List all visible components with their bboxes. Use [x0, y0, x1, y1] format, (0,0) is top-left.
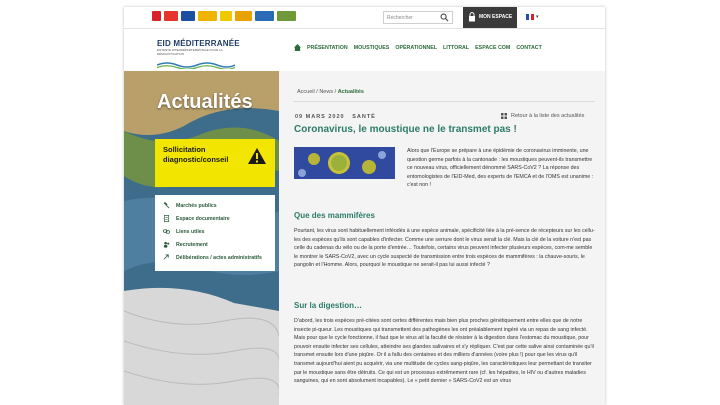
- sidebar-item-marches-publics[interactable]: [155, 199, 275, 212]
- sidebar-item-label: Espace documentaire: [176, 215, 230, 222]
- sidebar-item-espace-documentaire[interactable]: [155, 212, 275, 225]
- brand-subtitle: ENTENTE INTERDÉPARTEMENTALE POUR LA DÉMOUSTICATION: [157, 48, 223, 56]
- aude-logo[interactable]: [198, 11, 217, 21]
- nav-item-operationnel[interactable]: OPÉRATIONNEL: [395, 44, 438, 51]
- main-nav: [294, 44, 542, 51]
- hero-title: Actualités: [157, 91, 253, 113]
- grid-icon: [501, 113, 507, 119]
- divider: [293, 101, 595, 102]
- nav-item-presentation[interactable]: PRÉSENTATION: [307, 44, 348, 51]
- home-icon[interactable]: [294, 44, 301, 51]
- sidebar-item-liens-utiles[interactable]: [155, 225, 275, 238]
- coronavirus-image: [294, 147, 395, 179]
- bdr-logo[interactable]: [255, 11, 274, 21]
- search-input[interactable]: Rechercher: [383, 11, 453, 24]
- section-heading: Sur la digestion…: [294, 301, 363, 310]
- search-icon[interactable]: [440, 13, 449, 22]
- waves-logo-icon: [157, 61, 235, 69]
- nav-item-moustiques[interactable]: MOUSTIQUES: [353, 44, 390, 51]
- breadcrumb-news[interactable]: News: [319, 89, 334, 95]
- website: [124, 7, 605, 405]
- chevron-down-icon: ▾: [536, 14, 539, 20]
- sidebar-item-label: Marchés publics: [176, 202, 217, 209]
- diagnostic-request-label: Sollicitation diagnostic/conseil: [163, 145, 229, 164]
- document-icon: [163, 215, 170, 222]
- breadcrumb-separator: /: [334, 89, 337, 95]
- article-category: SANTÉ: [352, 114, 376, 120]
- people-icon: [163, 241, 170, 248]
- brand-name: EID MÉDITERRANÉE: [157, 39, 240, 48]
- back-to-list-link[interactable]: [501, 113, 584, 119]
- sidebar-item-label: Liens utiles: [176, 228, 205, 235]
- occitanie-region-logo[interactable]: [164, 11, 178, 21]
- article-title: Coronavirus, le moustique ne le transmet pas !: [294, 124, 517, 135]
- back-to-list-label: Retour à la liste des actualités: [511, 113, 585, 119]
- french-flag-icon: [526, 14, 534, 20]
- article-intro: Alors que l'Europe se prépare à une épidémie de coronavirus imminente, une question germe parfois à la cantonade : les moustiques peuvent-ils transmettre ce nouveau virus, officiellement dénommé SARS-CoV2 ? La réponse des entomologistes de l'EID-Med, des experts de l'EMCA et de l'OMS est unanime : c'est non !: [407, 148, 594, 188]
- site-header: [124, 29, 605, 71]
- gavel-icon: [163, 202, 170, 209]
- herault-logo[interactable]: [181, 11, 195, 21]
- sidebar-item-deliberations[interactable]: [155, 251, 275, 264]
- article-paragraph: Pourtant, les virus sont habituellement inféodés à une espèce animale, spécificité liée à la pré-sence de récepteurs sur les cellu-les des espèces qu'ils sont capables d'infecter. Comme une serrure dont le virus serait la clé. Mais la clé de la voiture n'est pas celle du cadenas du vélo ou de la porte d'entrée… Toutefois, certains virus peuvent infecter plusieurs espèces, com-me semble le montrer le SARS-CoV2, avec un cycle suspecté de transmission entre trois espèces de mammifères : la chauve-souris, le pangolin et l'Homme. Alors, pourquoi le moustique ne serait-il pas lui aussi infecté ?: [294, 228, 595, 269]
- section-heading: Que des mammifères: [294, 211, 375, 220]
- warning-icon: [247, 147, 267, 165]
- my-space-button[interactable]: [463, 7, 517, 28]
- occitanie-logo[interactable]: [152, 11, 161, 21]
- breadcrumb-current: Actualités: [337, 89, 364, 95]
- sidebar-item-recrutement[interactable]: [155, 238, 275, 251]
- page-body: [124, 71, 605, 405]
- top-bar: [124, 7, 605, 29]
- article-date: 09 MARS 2020: [295, 114, 345, 120]
- article-paragraph: D'abord, les trois espèces pré-citées sont certes différentes mais bien plus proches génétiquement entre elles que de notre insecte pi-queur. Les moustiques qui transmettent des pathogènes les ont préalablement ingéré via un repas de sang infecté. Mais pour que le cycle fonctionne, il faut que le virus ait la faculté de résister à la digestion dans l'estomac du moustique, pour pouvoir ensuite infecter ses cellules, atteindre ses glandes salivaires et s'y répliquer. C'est par cette salive ainsi contaminée qu'il transmet ensuite lors d'une piqûre. Or il a fallu des centaines et des milliers d'années (voire plus !) pour que les virus qu'il transmet aujourd'hui aient pu acquérir, via une multitude de cycles sang-piqûre, les caractéristiques leur permettant de transiter par le moustique sans être détruits. Ce qui est un processus extrêmement rare (cf. les hépatites, le HIV ou d'autres maladies sanguines, qui en sont absolument incapables). Le « petit dernier » SARS-CoV2 est un virus: [294, 318, 594, 385]
- article-dateline: [295, 114, 376, 120]
- sidebar-item-label: Délibérations / actes administratifs: [176, 254, 262, 261]
- breadcrumb-home[interactable]: Accueil: [297, 89, 315, 95]
- nav-item-contact[interactable]: CONTACT: [516, 44, 542, 51]
- breadcrumb-separator: /: [316, 89, 318, 95]
- diagnostic-request-button[interactable]: [155, 139, 275, 187]
- link-icon: [163, 228, 170, 235]
- nav-item-espace-com[interactable]: ESPACE COM: [475, 44, 511, 51]
- article-content: [279, 71, 605, 405]
- pyrenees-logo[interactable]: [235, 11, 252, 21]
- arrow-icon: [163, 254, 170, 261]
- sidebar-links: [155, 195, 275, 271]
- gard-logo[interactable]: [220, 11, 232, 21]
- sidebar-item-label: Recrutement: [176, 241, 208, 248]
- nav-item-littoral[interactable]: LITTORAL: [443, 44, 470, 51]
- breadcrumb: [297, 89, 364, 95]
- partner-logos: [152, 11, 296, 21]
- lock-user-icon: [468, 12, 476, 22]
- language-selector[interactable]: [526, 14, 539, 20]
- my-space-label: MON ESPACE: [479, 14, 513, 20]
- gardois-logo[interactable]: [277, 11, 296, 21]
